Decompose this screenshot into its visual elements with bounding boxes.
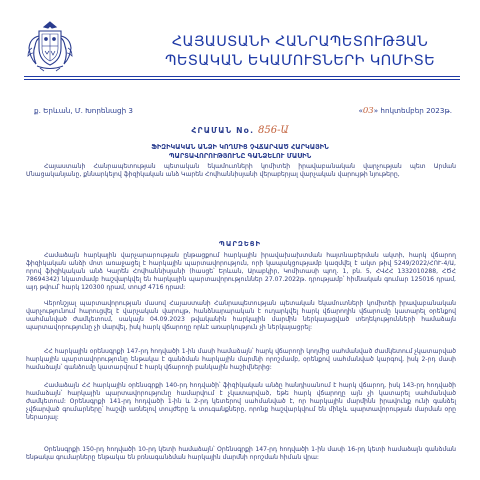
body-paragraph: ՀՀ հարկային օրենսգրքի 147-րդ հոդվածի 1-ին մասի համաձայն՝ հարկ վճարողի կողմից սահմանված ժամկետում չկատարված հարկային պարտավորությունը ենթակա է գանձման հարկային մարմնի որոշմամբ, օրենքով սահմանված կարգով, իսկ 2-րդ մասի համաձայն՝ գանձումը կատարվում է հարկ վճարողի բանկային հաշիվներից: — [26, 348, 456, 371]
order-heading — [0, 125, 480, 136]
organization-title-line-1: ՀԱՅԱՍՏԱՆԻ ՀԱՆՐԱՊԵՏՈՒԹՅԱՆ — [171, 34, 429, 50]
intro-paragraph: Հայաստանի Հանրապետության պետական եկամուտների կոմիտեի իրավաբանական վարչության պետ Արման Մնացականյանը, քննարկելով ֆիզիկական անձ Կարեն Հովհաննիսյանի վերաբերյալ վարչական վարույթի նյութերը, — [26, 163, 456, 178]
address: ք. Երևան, Մ. Խորենացի 3 — [34, 106, 133, 115]
body-paragraph: Համաձայն ՀՀ հարկային օրենսգրքի 140-րդ հոդվածի՝ ֆիզիկական անձը հանդիսանում է հարկ վճարող, իսկ 143-րդ հոդվածի համաձայն՝ հարկային պարտավորությունը համարվում է չկատարված, եթե հարկ վճարողը այն չի կատարել սահմանված ժամկետում: Օրենսգրքի 141-րդ հոդվածի 1-ին և 2-րդ կետերով սահմանված է, որ հարկային մարմինն իրավունք ունի գանձել չվճարված գումարները՝ հաշվի առնելով տույժերը և տուգանքները, որոնք հաշվարկվում են մինչև պարտավորության մարման օրը ներառյալ: — [26, 382, 456, 421]
subject-line-2: ՊԱՐՏԱՎՈՐՈՒԹՅՈՒՆԸ ԳԱՆՁԵԼՈՒ ՄԱՍԻՆ — [168, 152, 312, 160]
body-paragraph: Համաձայն հարկային վարչարարության ընթացքում հարկային իրավախախտման հայտնաբերման ակտի, հարկ վճարող ֆիզիկական անձի մոտ առաջացել է հարկային պարտավորություն, որի կապակցությամբ կազմվել է ակտ թիվ 5249/2022/ՀՈՒ-4/Ա, որով ֆիզիկական անձ Կարեն Հովհաննիսյանի (հասցե՝ Երևան, Արաբկիր, Կոմիտասի պող. 1, բն. 5, ՀՎՀՀ 1332010288, ՀԾՀ 78694342) նկատմամբ հաշվարկվել են հարկային պարտավորություններ 27.07.2022թ. դրությամբ՝ հիմնական գումար 125016 դրամ, այդ թվում՝ հարկ 120300 դրամ, տույժ 4716 դրամ: — [26, 252, 456, 291]
armenian-coat-of-arms-icon — [22, 18, 78, 74]
date-rest: » հոկտեմբեր 2023թ. — [373, 106, 452, 115]
body-paragraph: Օրենսգրքի 150-րդ հոդվածի 10-րդ կետի համաձայն՝ Օրենսգրքի 147-րդ հոդվածի 1-ին մասի 16-րդ կետի համաձայն գանձման ենթակա գումարները ենթակա են բռնագանձման հարկային մարմնի որոշման հիման վրա: — [26, 446, 456, 461]
organization-title — [150, 33, 450, 71]
body-paragraph: Վերոնշյալ պարտավորության մասով Հայաստանի Հանրապետության պետական եկամուտների կոմիտեի իրավաբանական վարչությունում հարուցվել է վարչական վարույթ, հանձնարարական է ուղարկվել հարկ վճարողին վճարումը կատարել օրենքով սահմանված ժամկետում, սակայն 04.09.2023 թվականին հարկային մարմին ներկայացված տեղեկությունների համաձայն պարտավորությունը չի մարվել, իսկ հարկ վճարողը որևէ առարկություն չի ներկայացրել: — [26, 300, 456, 331]
section-title: ՊԱՐԶԵՑԻ — [218, 240, 262, 248]
organization-title-line-2: ՊԵՏԱԿԱՆ ԵԿԱՄՈՒՏՆԵՐԻ ԿՈՄԻՏԵ — [164, 53, 436, 69]
date-day: 03 — [362, 106, 374, 116]
order-number: 856-Ա — [258, 125, 289, 136]
document-date: «03» հոկտեմբեր 2023թ. — [358, 106, 452, 116]
header-divider — [24, 76, 460, 80]
subject-line-1: ՖԻԶԻԿԱԿԱՆ ԱՆՁԻ ԿՈՂՄԻՑ ՉՎՃԱՐՎԱԾ ՀԱՐԿԱՅԻՆ — [151, 143, 329, 151]
order-label: ՀՐԱՄԱՆ No. — [191, 126, 255, 135]
